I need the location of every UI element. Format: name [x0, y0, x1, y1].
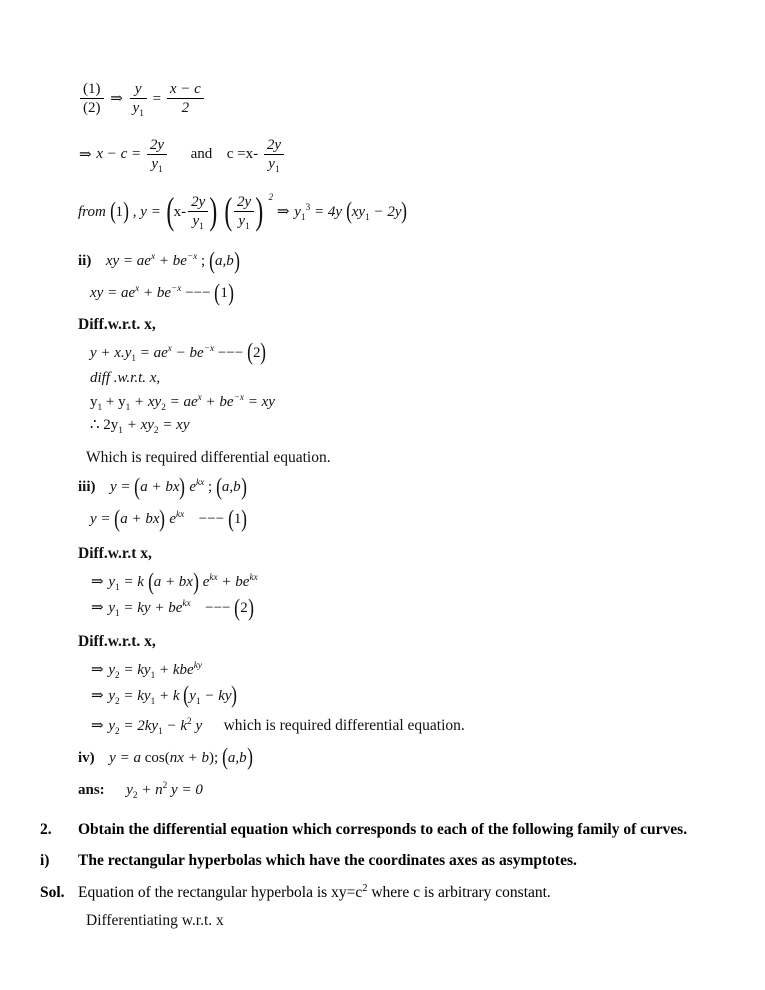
- part-iii-diff-heading-1: Diff.w.r.t x,: [78, 545, 152, 563]
- solution-2-i: [40, 883, 688, 903]
- part-iii-equation-1: y = ( a + bx ) $e^{kx}$ −−− ( 1 ): [78, 512, 688, 527]
- implies-arrow: ⇒: [91, 661, 104, 678]
- equation-number-1: ( 1 ): [228, 512, 248, 527]
- paren-xy1-minus-2y: ( $xy_1 - 2y$ ): [346, 205, 408, 220]
- part-iv-answer: ans: $y_2 + n^2$ y = 0: [78, 780, 203, 801]
- part-ii-statement: ii) xy = $ae^x + be^{-x}$ ; ( a,b ): [78, 254, 688, 269]
- fraction-x-minus-c-over-2: $\frac{x - c}{2}$: [167, 81, 204, 116]
- implies-arrow: ⇒: [91, 600, 104, 616]
- paren-eq-1: ( 1 ): [110, 205, 130, 220]
- question-2-text: Obtain the differential equation which corresponds to each of the following family of curves.: [78, 820, 688, 838]
- part-iii-diff-heading-2: Diff.w.r.t. x,: [78, 633, 156, 651]
- part-iii-conclusion: which is required differential equation.: [223, 716, 465, 734]
- equation-from-1-line: from ( 1 ) , y = ( x- $\frac{2y}{y_1}$ ) ( $\frac{2y}{y_1}$ 2 ) ⇒ $y_1^3 = 4y$ ( $xy_1 - 2y$ ): [78, 195, 688, 230]
- equation-number-1: ( 1 ): [214, 286, 234, 301]
- question-2-item-i: [40, 851, 688, 871]
- question-2-item-i-text: The rectangular hyperbolas which have the coordinates axes as asymptotes.: [78, 852, 577, 870]
- paren-2y-over-y1-squared: ( $\frac{2y}{y_1}$ 2 ): [223, 195, 265, 230]
- part-ii-equation-3: $y_1 + y_1 + xy_2 = ae^x + be^{-x}$ = xy: [90, 392, 275, 413]
- equation-number-2: ( 2 ): [247, 346, 267, 361]
- paren-x-minus-2y-over-y1: ( x- $\frac{2y}{y_1}$ ): [165, 195, 220, 230]
- question-2-item-i-label: i): [40, 852, 50, 870]
- question-2: [40, 820, 688, 840]
- implies-arrow: ⇒: [91, 687, 104, 704]
- part-ii-diff-heading: Diff.w.r.t. x,: [78, 316, 156, 334]
- part-iii-label: iii): [78, 479, 96, 496]
- fraction-eq-numbers: $\frac{(1)}{(2)}$: [80, 81, 104, 116]
- part-iv-label: iv): [78, 749, 95, 766]
- solution-line-1: Equation of the rectangular hyperbola is $xy=c^2$ where c is arbitrary constant.: [78, 882, 551, 901]
- part-iii-equation-5: ⇒ $y_2 = ky_1 + k$ ( $y_1$ − ky ): [78, 689, 688, 704]
- exponent-2: 2: [268, 191, 274, 202]
- answer-label: ans:: [78, 781, 105, 798]
- paren-a-b: ( a,b ): [216, 480, 247, 495]
- part-iv-statement: iv) y = a cos(nx + b); ( a,b ): [78, 751, 688, 766]
- part-iii-equation-3: ⇒ $y_1$ = ky + $be^{kx}$ −−− ( 2 ): [78, 601, 688, 616]
- fraction-2y-over-y1-second: $\frac{2y}{y_1}$: [264, 137, 284, 172]
- solution-label: Sol.: [40, 883, 65, 901]
- implies-arrow: ⇒: [91, 717, 104, 734]
- part-ii-equation-1: xy = $ae^x + be^{-x}$ −−− ( 1 ): [78, 286, 688, 301]
- equation-x-minus-c-line: ⇒ x − c = $\frac{2y}{y_1}$ and c =x- $\frac{2y}{y_1}$: [78, 137, 688, 172]
- part-iii-statement: iii) y = ( a + bx ) $e^{kx}$ ; ( a,b ): [78, 480, 688, 495]
- part-ii-label: ii): [78, 253, 92, 270]
- part-iii-equation-2: ⇒ $y_1 = k$ ( a + bx ) $e^{kx} + be^{kx}$: [78, 575, 688, 590]
- part-ii-diff-italic: diff .w.r.t. x,: [90, 369, 161, 386]
- part-iii-equation-6: ⇒ $y_2 = 2ky_1 - k^2$ y which is required differential equation.: [91, 716, 465, 737]
- part-ii-conclusion: Which is required differential equation.: [86, 448, 331, 466]
- paren-a-b: ( a,b ): [209, 254, 240, 269]
- implies-arrow: ⇒: [276, 203, 290, 220]
- paren-a-plus-bx: ( a + bx ): [148, 575, 199, 590]
- paren-a-plus-bx: ( a + bx ): [114, 512, 165, 527]
- part-ii-equation-2: $y + x.y_1 = ae^x - be^{-x}$ −−− ( 2 ): [78, 346, 688, 361]
- paren-a-plus-bx: ( a + bx ): [134, 480, 185, 495]
- equation-ratio-line: $\frac{(1)}{(2)}$ ⇒ $\frac{y}{y_1}$ = $\frac{x - c}{2}$: [78, 82, 688, 117]
- implies-arrow: ⇒: [110, 91, 123, 108]
- paren-y1-minus-ky: ( $y_1$ − ky ): [183, 689, 237, 704]
- paren-a-b: ( a,b ): [222, 751, 253, 766]
- equation-number-2: ( 2 ): [234, 601, 254, 616]
- page-content: [40, 81, 688, 930]
- implies-arrow: ⇒: [91, 573, 104, 590]
- part-ii-equation-4: ∴ $2y_1 + xy_2$ = xy: [90, 416, 190, 436]
- solution-line-2: Differentiating w.r.t. x: [86, 912, 224, 930]
- therefore-symbol: ∴: [90, 416, 100, 433]
- fraction-2y-over-y1: $\frac{2y}{y_1}$: [147, 137, 167, 172]
- question-2-number: 2.: [40, 820, 52, 838]
- fraction-y-over-y1: $\frac{y}{y_1}$: [130, 81, 147, 116]
- implies-arrow: ⇒: [79, 146, 92, 163]
- and-conjunction: and: [190, 146, 213, 163]
- part-iii-equation-4: ⇒ $y_2 = ky_1 + kbe^{ky}$: [91, 660, 202, 681]
